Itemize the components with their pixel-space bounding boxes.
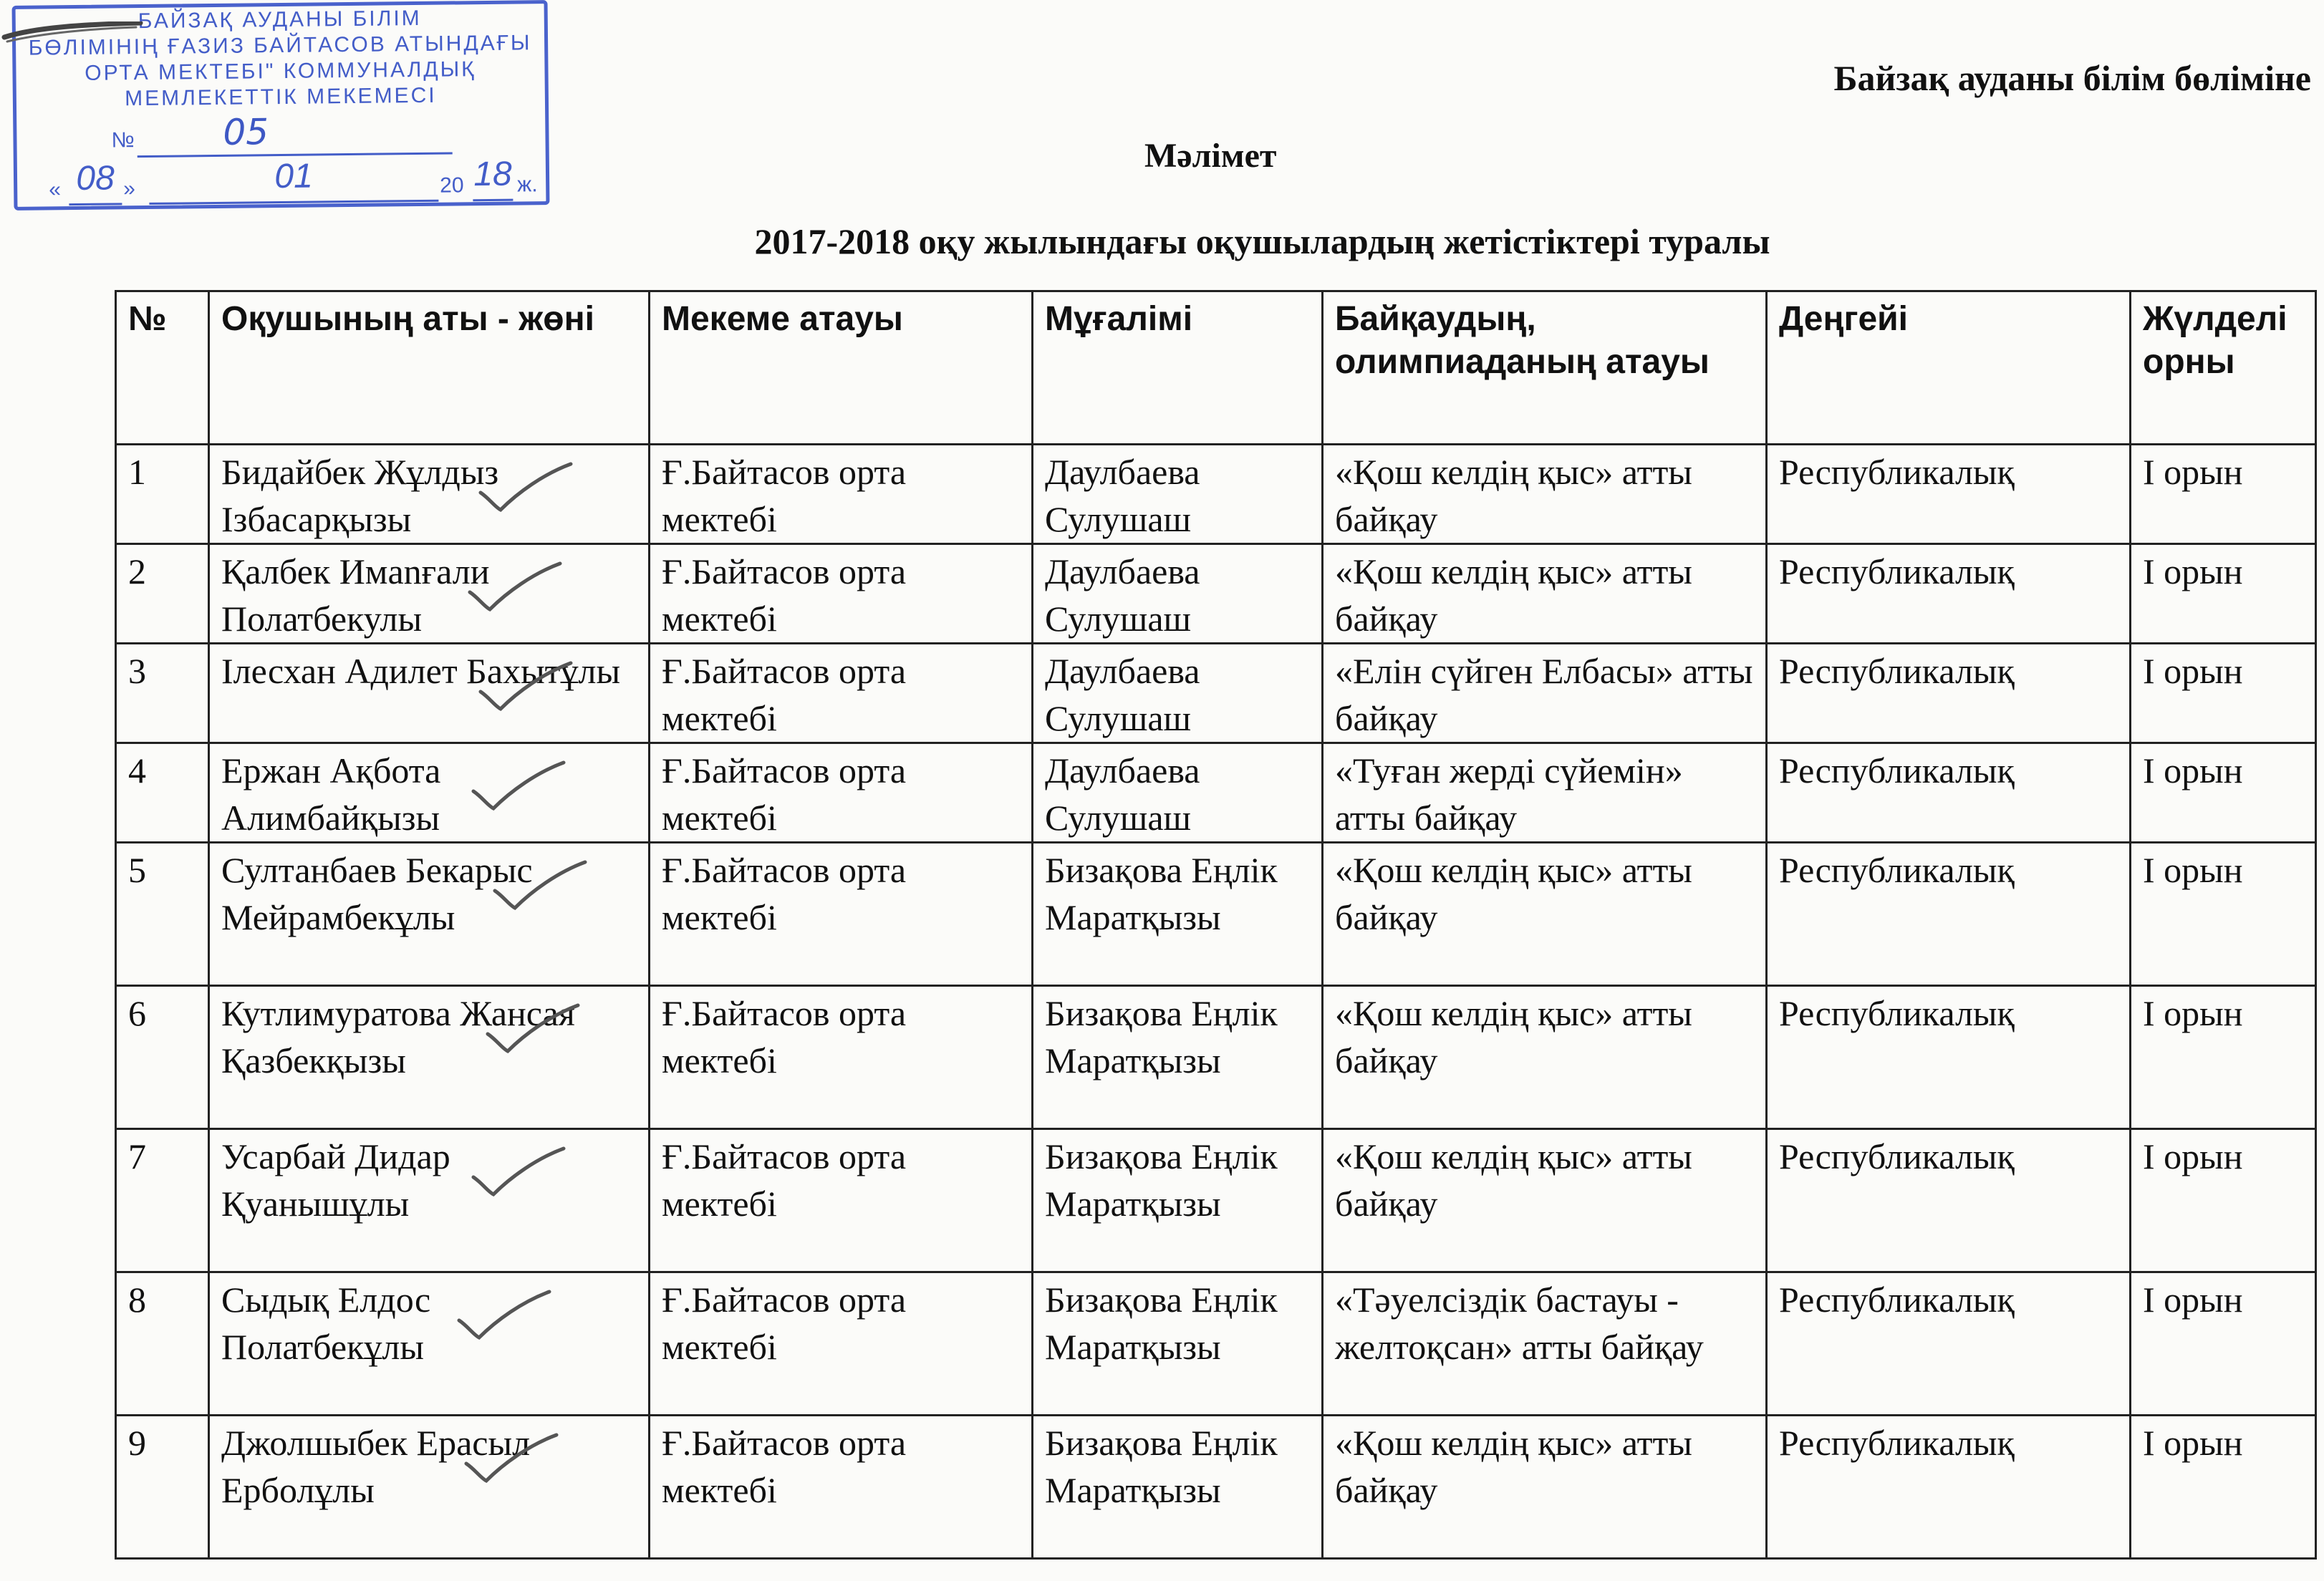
cell-place: І орын — [2131, 1272, 2316, 1416]
stamp-number-value: 05 — [223, 111, 269, 153]
stamp-quote-close: » — [123, 177, 136, 201]
stamp-line-4: МЕМЛЕКЕТТІК МЕКЕМЕСІ — [124, 83, 437, 111]
cell-contest: «Елін сүйген Елбасы» атты байқау — [1323, 644, 1767, 743]
cell-student: Усарбай Дидар Қуанышұлы — [209, 1129, 650, 1272]
cell-contest: «Қош келдің қыс» атты байқау — [1323, 1129, 1767, 1272]
cell-contest: «Қош келдің қыс» атты байқау — [1323, 445, 1767, 544]
cell-num: 8 — [116, 1272, 209, 1416]
stamp-date-row — [49, 155, 543, 203]
stamp-year-prefix: 20 — [440, 173, 464, 198]
check-mark-icon — [482, 1000, 582, 1057]
cell-place: І орын — [2131, 843, 2316, 986]
table-header-row — [116, 291, 2316, 445]
table-row — [116, 544, 2316, 644]
cell-contest: «Қош келдің қыс» атты байқау — [1323, 1416, 1767, 1559]
table-row — [116, 843, 2316, 986]
header-student: Оқушының аты - жөні — [209, 291, 650, 445]
cell-teacher: Бизақова Еңлік Маратқызы — [1033, 1416, 1323, 1559]
header-level: Деңгейі — [1767, 291, 2131, 445]
cell-student: Сыдық Елдос Полатбекұлы — [209, 1272, 650, 1416]
check-mark-icon — [468, 757, 568, 814]
cell-school: Ғ.Байтасов орта мектебі — [650, 644, 1033, 743]
cell-level: Республикалық — [1767, 843, 2131, 986]
table-row — [116, 1416, 2316, 1559]
cell-level: Республикалық — [1767, 1416, 2131, 1559]
cell-contest: «Қош келдің қыс» атты байқау — [1323, 843, 1767, 986]
table-row — [116, 1272, 2316, 1416]
check-mark-icon — [468, 1143, 568, 1200]
cell-school: Ғ.Байтасов орта мектебі — [650, 743, 1033, 843]
stamp-quote-open: « — [49, 178, 62, 202]
cell-teacher: Даулбаева Сулушаш — [1033, 743, 1323, 843]
cell-num: 5 — [116, 843, 209, 986]
header-contest: Байқаудың, олимпиаданың атауы — [1323, 291, 1767, 445]
cell-contest: «Қош келдің қыс» атты байқау — [1323, 544, 1767, 644]
cell-place: І орын — [2131, 1129, 2316, 1272]
cell-student: Султанбаев Бекарыс Мейрамбекұлы — [209, 843, 650, 986]
pen-stroke-icon — [0, 21, 143, 44]
table-row — [116, 986, 2316, 1129]
table-row — [116, 445, 2316, 544]
cell-student: Ержан Ақбота Алимбайқызы — [209, 743, 650, 843]
cell-contest: «Тәуелсіздік бастауы - желтоқсан» атты байқау — [1323, 1272, 1767, 1416]
stamp-month: 01 — [149, 155, 439, 205]
cell-teacher: Бизақова Еңлік Маратқызы — [1033, 1129, 1323, 1272]
cell-student: Бидайбек Жұлдыз Ізбасарқызы — [209, 445, 650, 544]
cell-level: Республикалық — [1767, 743, 2131, 843]
cell-school: Ғ.Байтасов орта мектебі — [650, 445, 1033, 544]
cell-num: 9 — [116, 1416, 209, 1559]
document-subtitle: 2017-2018 оқу жылындағы оқушылардың жетістіктері туралы — [754, 221, 1770, 261]
cell-school: Ғ.Байтасов орта мектебі — [650, 1129, 1033, 1272]
cell-level: Республикалық — [1767, 1272, 2131, 1416]
check-mark-icon — [475, 458, 575, 516]
cell-school: Ғ.Байтасов орта мектебі — [650, 1416, 1033, 1559]
table-row — [116, 644, 2316, 743]
cell-level: Республикалық — [1767, 1129, 2131, 1272]
stamp-line-1: БАЙЗАҚ АУДАНЫ БІЛІМ — [138, 6, 422, 34]
stamp-line-2: БӨЛІМІНІҢ ҒАЗИЗ БАЙТАСОВ АТЫНДАҒЫ — [28, 31, 532, 60]
cell-place: І орын — [2131, 445, 2316, 544]
check-mark-icon — [489, 856, 589, 914]
cell-teacher: Бизақова Еңлік Маратқызы — [1033, 843, 1323, 986]
cell-num: 2 — [116, 544, 209, 644]
document-title: Мәлімет — [1144, 137, 1277, 175]
cell-num: 4 — [116, 743, 209, 843]
cell-num: 7 — [116, 1129, 209, 1272]
stamp-year-suffix: 18 — [473, 155, 514, 202]
cell-num: 6 — [116, 986, 209, 1129]
achievements-table — [115, 290, 2317, 1560]
cell-num: 1 — [116, 445, 209, 544]
cell-student: Қалбек Имanғали Полатбекулы — [209, 544, 650, 644]
cell-teacher: Даулбаева Сулушаш — [1033, 445, 1323, 544]
cell-place: І орын — [2131, 743, 2316, 843]
cell-school: Ғ.Байтасов орта мектебі — [650, 544, 1033, 644]
stamp-year-abbr: ж. — [517, 173, 538, 197]
cell-student: Кутлимуратова Жансая Қазбекқызы — [209, 986, 650, 1129]
cell-place: І орын — [2131, 544, 2316, 644]
check-mark-icon — [475, 657, 575, 715]
header-teacher: Мұғалімі — [1033, 291, 1323, 445]
header-school: Мекеме атауы — [650, 291, 1033, 445]
cell-place: І орын — [2131, 1416, 2316, 1559]
table-row — [116, 1129, 2316, 1272]
cell-student: Ілесхан Адилет Бахытұлы — [209, 644, 650, 743]
check-mark-icon — [453, 1286, 554, 1343]
cell-level: Республикалық — [1767, 644, 2131, 743]
cell-level: Республикалық — [1767, 544, 2131, 644]
cell-contest: «Туған жерді сүйемін» атты байқау — [1323, 743, 1767, 843]
cell-place: І орын — [2131, 986, 2316, 1129]
check-mark-icon — [464, 558, 564, 615]
header-place: Жүлделі орны — [2131, 291, 2316, 445]
cell-student: Джолшыбек Ерасыл Ерболұлы — [209, 1416, 650, 1559]
recipient-line: Байзақ ауданы білім бөліміне — [1833, 58, 2311, 98]
stamp-number-row — [111, 111, 452, 158]
cell-school: Ғ.Байтасов орта мектебі — [650, 843, 1033, 986]
cell-teacher: Даулбаева Сулушаш — [1033, 644, 1323, 743]
cell-level: Республикалық — [1767, 986, 2131, 1129]
cell-teacher: Бизақова Еңлік Маратқызы — [1033, 986, 1323, 1129]
stamp-day: 08 — [69, 158, 122, 206]
cell-school: Ғ.Байтасов орта мектебі — [650, 1272, 1033, 1416]
table-row — [116, 743, 2316, 843]
cell-level: Республикалық — [1767, 445, 2131, 544]
stamp-line-3: ОРТА МЕКТЕБІ" КОММУНАЛДЫҚ — [85, 57, 476, 85]
cell-place: І орын — [2131, 644, 2316, 743]
check-mark-icon — [461, 1429, 561, 1486]
header-num: № — [116, 291, 209, 445]
cell-school: Ғ.Байтасов орта мектебі — [650, 986, 1033, 1129]
stamp-number-label: № — [111, 128, 135, 153]
cell-teacher: Даулбаева Сулушаш — [1033, 544, 1323, 644]
cell-num: 3 — [116, 644, 209, 743]
cell-contest: «Қош келдің қыс» атты байқау — [1323, 986, 1767, 1129]
cell-teacher: Бизақова Еңлік Маратқызы — [1033, 1272, 1323, 1416]
